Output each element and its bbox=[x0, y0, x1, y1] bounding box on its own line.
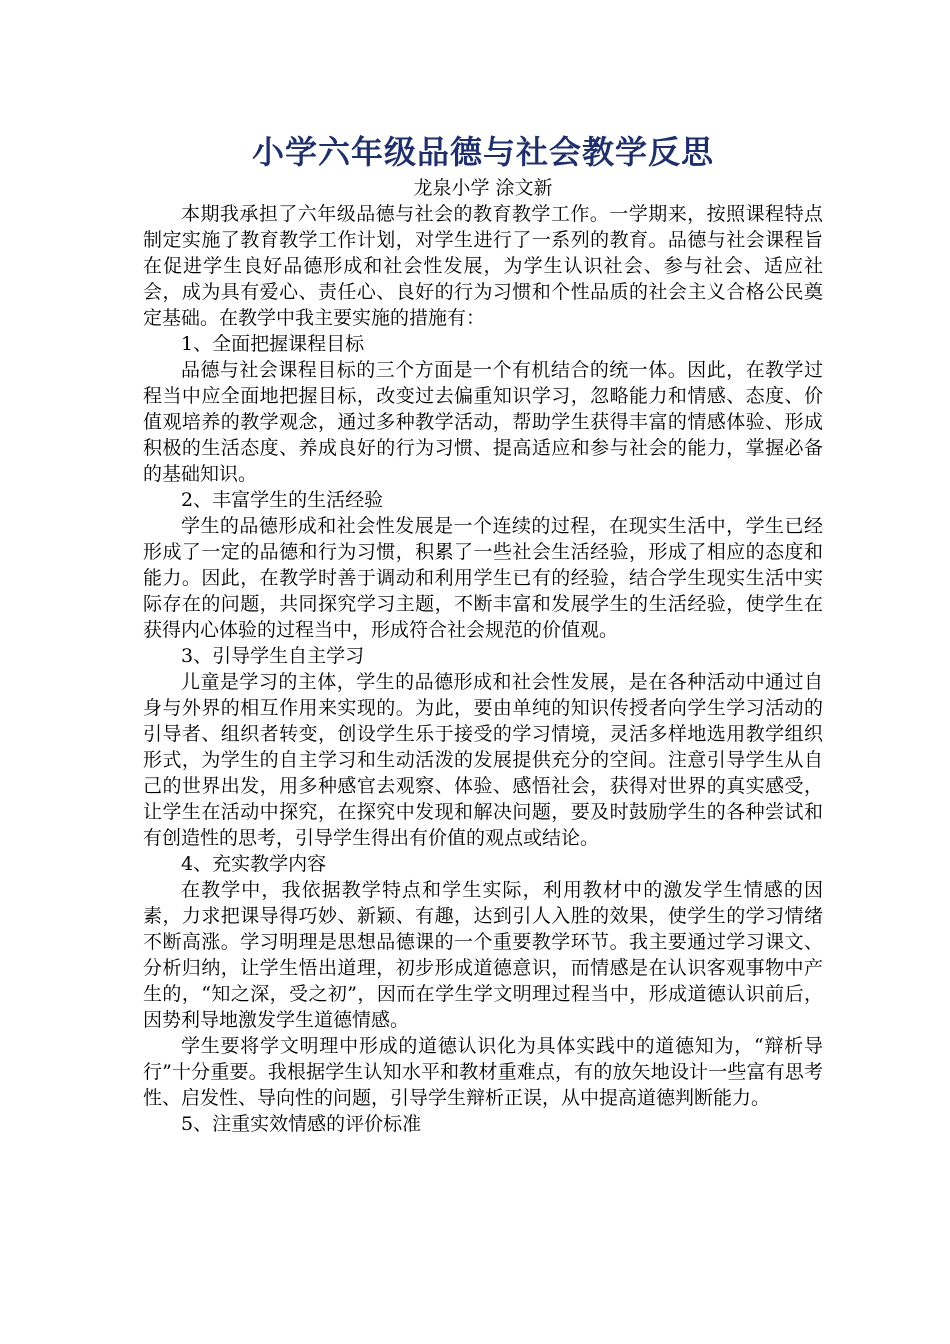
section-heading-3: 3、引导学生自主学习 bbox=[181, 645, 365, 667]
section-heading-2: 2、丰富学生的生活经验 bbox=[181, 489, 384, 511]
paragraph-section-2: 学生的品德形成和社会性发展是一个连续的过程，在现实生活中，学生已经形成了一定的品德和行为习惯，积累了一些社会生活经验，形成了相应的态度和能力。因此，在教学时善于调动和利用学生已有的经验，结合学生现实生活中实际存在的问题，共同探究学习主题，不断丰富和发展学生的生活经验，使学生在获得内心体验的过程当中，形成符合社会规范的价值观。 bbox=[143, 515, 823, 641]
document-author: 龙泉小学 涂文新 bbox=[413, 177, 553, 199]
document-title: 小学六年级品德与社会教学反思 bbox=[251, 133, 714, 171]
paragraph-section-3: 儿童是学习的主体，学生的品德形成和社会性发展，是在各种活动中通过自身与外界的相互作用来实现的。为此，要由单纯的知识传授者向学生学习活动的引导者、组织者转变，创设学生乐于接受的学习情境，灵活多样地选用教学组织形式，为学生的自主学习和生动活泼的发展提供充分的空间。注意引导学生从自己的世界出发，用多种感官去观察、体验、感悟社会，获得对世界的真实感受，让学生在活动中探究，在探究中发现和解决问题，要及时鼓励学生的各种尝试和有创造性的思考，引导学生得出有价值的观点或结论。 bbox=[143, 671, 823, 849]
section-heading-5: 5、注重实效情感的评价标准 bbox=[181, 1113, 422, 1135]
document-page bbox=[143, 128, 823, 1137]
document-body bbox=[143, 201, 823, 1137]
paragraph-section-1: 品德与社会课程目标的三个方面是一个有机结合的统一体。因此，在教学过程当中应全面地把握目标，改变过去偏重知识学习，忽略能力和情感、态度、价值观培养的教学观念，通过多种教学活动，帮助学生获得丰富的情感体验、形成积极的生活态度、养成良好的行为习惯、提高适应和参与社会的能力，掌握必备的基础知识。 bbox=[143, 359, 823, 485]
paragraph-section-4a: 在教学中，我依据教学特点和学生实际，利用教材中的激发学生情感的因素，力求把课导得巧妙、新颖、有趣，达到引人入胜的效果，使学生的学习情绪不断高涨。学习明理是思想品德课的一个重要教学环节。我主要通过学习课文、分析归纳，让学生悟出道理，初步形成道德意识，而情感是在认识客观事物中产生的，“知之深，受之初”，因而在学生学文明理过程当中，形成道德认识前后，因势利导地激发学生道德情感。 bbox=[143, 879, 823, 1031]
section-heading-1: 1、全面把握课程目标 bbox=[181, 333, 365, 355]
section-heading-4: 4、充实教学内容 bbox=[181, 853, 327, 875]
paragraph-section-4b: 学生要将学文明理中形成的道德认识化为具体实践中的道德知为，“辩析导行”十分重要。我根据学生认知水平和教材重难点，有的放矢地设计一些富有思考性、启发性、导向性的问题，引导学生辩析正误，从中提高道德判断能力。 bbox=[143, 1035, 823, 1109]
paragraph-intro: 本期我承担了六年级品德与社会的教育教学工作。一学期来，按照课程特点制定实施了教育教学工作计划，对学生进行了一系列的教育。品德与社会课程旨在促进学生良好品德形成和社会性发展，为学生认识社会、参与社会、适应社会，成为具有爱心、责任心、良好的行为习惯和个性品质的社会主义合格公民奠定基础。在教学中我主要实施的措施有： bbox=[143, 203, 823, 329]
